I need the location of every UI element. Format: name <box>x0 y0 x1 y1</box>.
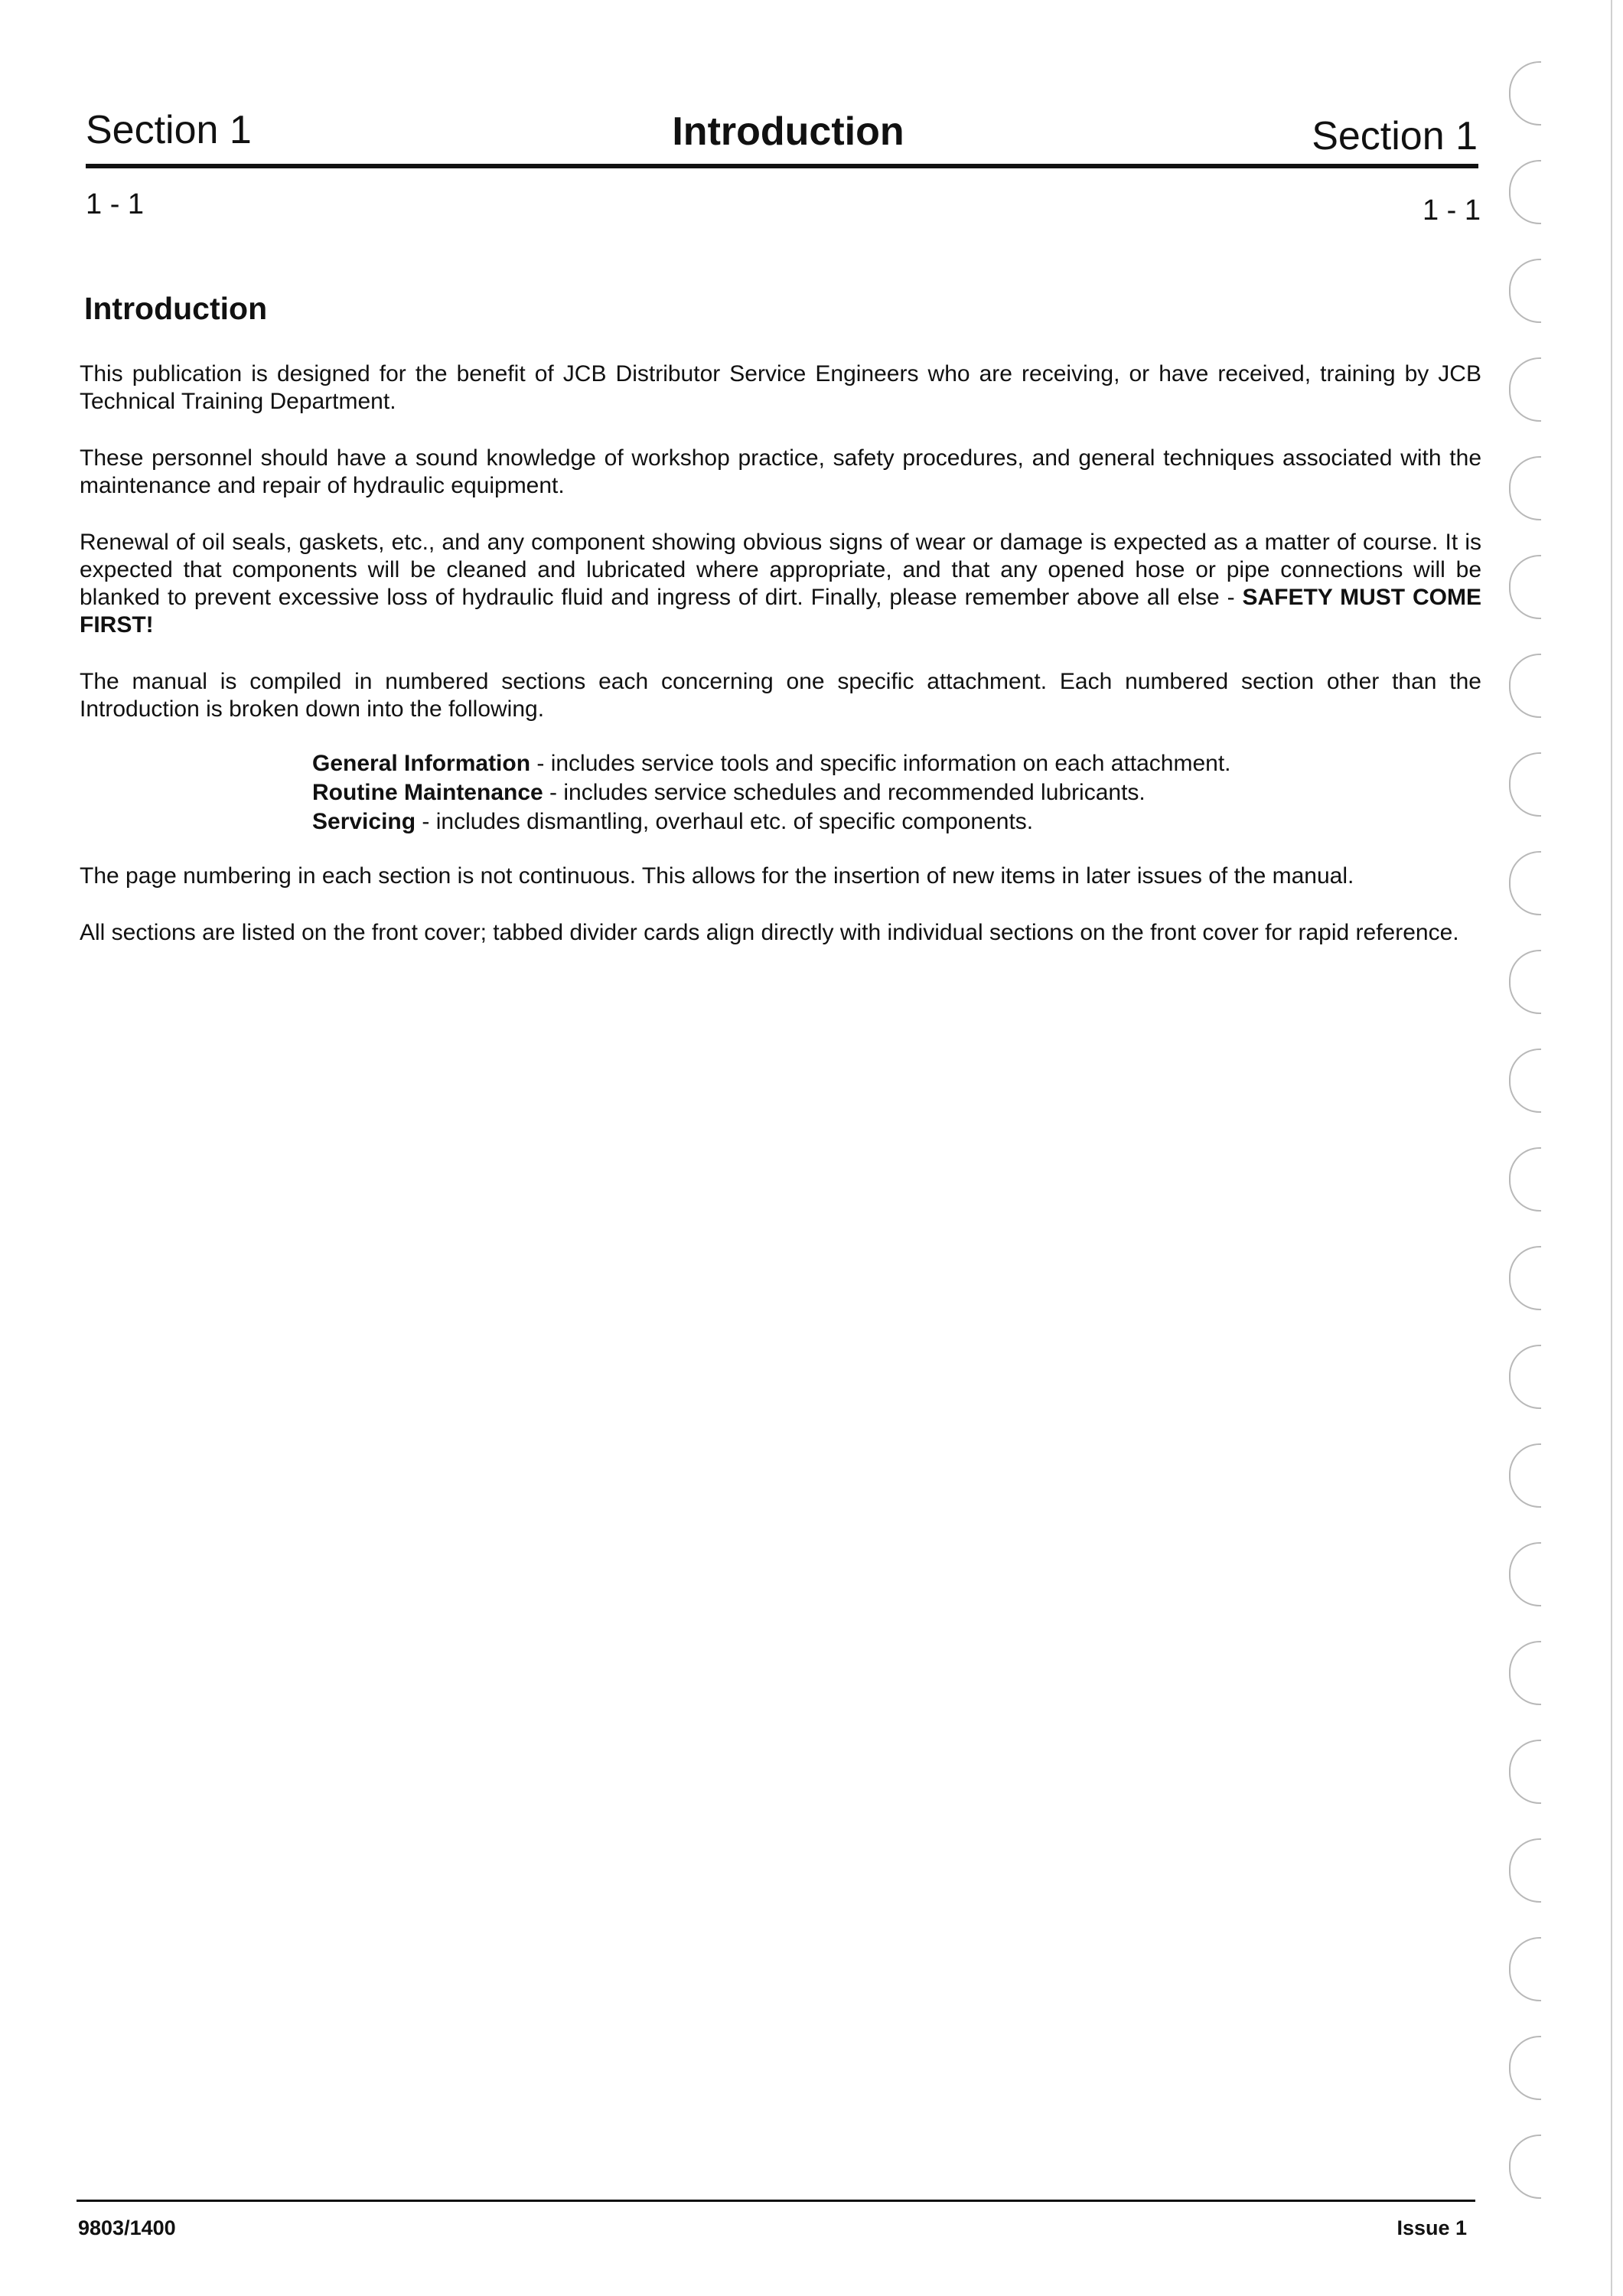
header-rule <box>86 164 1478 168</box>
list-item <box>312 807 1481 837</box>
binding-hole <box>1509 950 1541 1014</box>
list-term: General Information <box>312 751 531 776</box>
list-desc: - includes dismantling, overhaul etc. of specific components. <box>416 809 1034 834</box>
list-item <box>312 778 1481 807</box>
paragraph-2: These personnel should have a sound knowledge of workshop practice, safety procedures, and general techniques associated with the maintenance and repair of hydraulic equipment. <box>80 445 1481 498</box>
safety-warning: SAFETY MUST COME FIRST! <box>80 585 1481 638</box>
paragraph-3-text: Renewal of oil seals, gaskets, etc., and any component showing obvious signs of wear or damage is expected as a matter of course. It is expected that components will be cleaned and lubricated where appropriate, and that any opened hose or pipe connections will be blanked to prevent excessive loss of hydraulic fluid and ingress of dirt. Finally, please remember above all else - <box>80 530 1481 610</box>
footer-rule <box>77 2200 1475 2202</box>
paragraph-1: This publication is designed for the benefit of JCB Distributor Service Engineers who are receiving, or have received, training by JCB Technical Training Department. <box>80 361 1481 414</box>
binding-hole <box>1509 456 1541 520</box>
section-breakdown-list <box>312 749 1481 837</box>
binding-hole <box>1509 1542 1541 1606</box>
binding-hole <box>1509 1740 1541 1804</box>
binding-hole <box>1509 1049 1541 1113</box>
list-desc: - includes service tools and specific information on each attachment. <box>530 751 1231 776</box>
page-edge <box>1611 0 1612 2296</box>
header-section-left: Section 1 <box>86 108 252 152</box>
page-content <box>80 291 1481 976</box>
header-title: Introduction <box>672 109 904 154</box>
binding-hole <box>1509 1147 1541 1212</box>
binding-hole <box>1509 851 1541 915</box>
list-term: Routine Maintenance <box>312 780 543 805</box>
binding-hole <box>1509 357 1541 422</box>
binding-hole <box>1509 61 1541 126</box>
paragraph-5: The page numbering in each section is not continuous. This allows for the insertion of new items in later issues of the manual. <box>80 863 1354 889</box>
binding-hole <box>1509 1443 1541 1508</box>
binding-hole <box>1509 1246 1541 1310</box>
list-term: Servicing <box>312 809 416 834</box>
page-number-right: 1 - 1 <box>1422 194 1481 227</box>
page-number-left: 1 - 1 <box>86 188 145 220</box>
footer-issue: Issue 1 <box>1396 2216 1467 2239</box>
section-heading: Introduction <box>84 291 268 326</box>
binding-hole <box>1509 1937 1541 2001</box>
binding-hole <box>1509 752 1541 817</box>
list-desc: - includes service schedules and recommended lubricants. <box>543 780 1146 805</box>
list-item <box>312 749 1481 778</box>
footer-document-number: 9803/1400 <box>78 2216 176 2239</box>
header-section-right: Section 1 <box>1312 114 1478 158</box>
paragraph-6: All sections are listed on the front cover; tabbed divider cards align directly with individual sections on the front cover for rapid reference. <box>80 920 1459 945</box>
binding-hole <box>1509 2135 1541 2199</box>
binding-hole <box>1509 1641 1541 1705</box>
binding-hole <box>1509 2036 1541 2100</box>
paragraph-3 <box>80 529 1481 639</box>
binding-hole <box>1509 160 1541 224</box>
binding-hole <box>1509 1838 1541 1903</box>
binding-hole <box>1509 555 1541 619</box>
paragraph-4: The manual is compiled in numbered sections each concerning one specific attachment. Each numbered section other than the Introduction is broken down into the following. <box>80 669 1481 722</box>
binding-hole <box>1509 259 1541 323</box>
binding-holes <box>1501 61 1570 2281</box>
binding-hole <box>1509 1345 1541 1409</box>
binding-hole <box>1509 654 1541 718</box>
